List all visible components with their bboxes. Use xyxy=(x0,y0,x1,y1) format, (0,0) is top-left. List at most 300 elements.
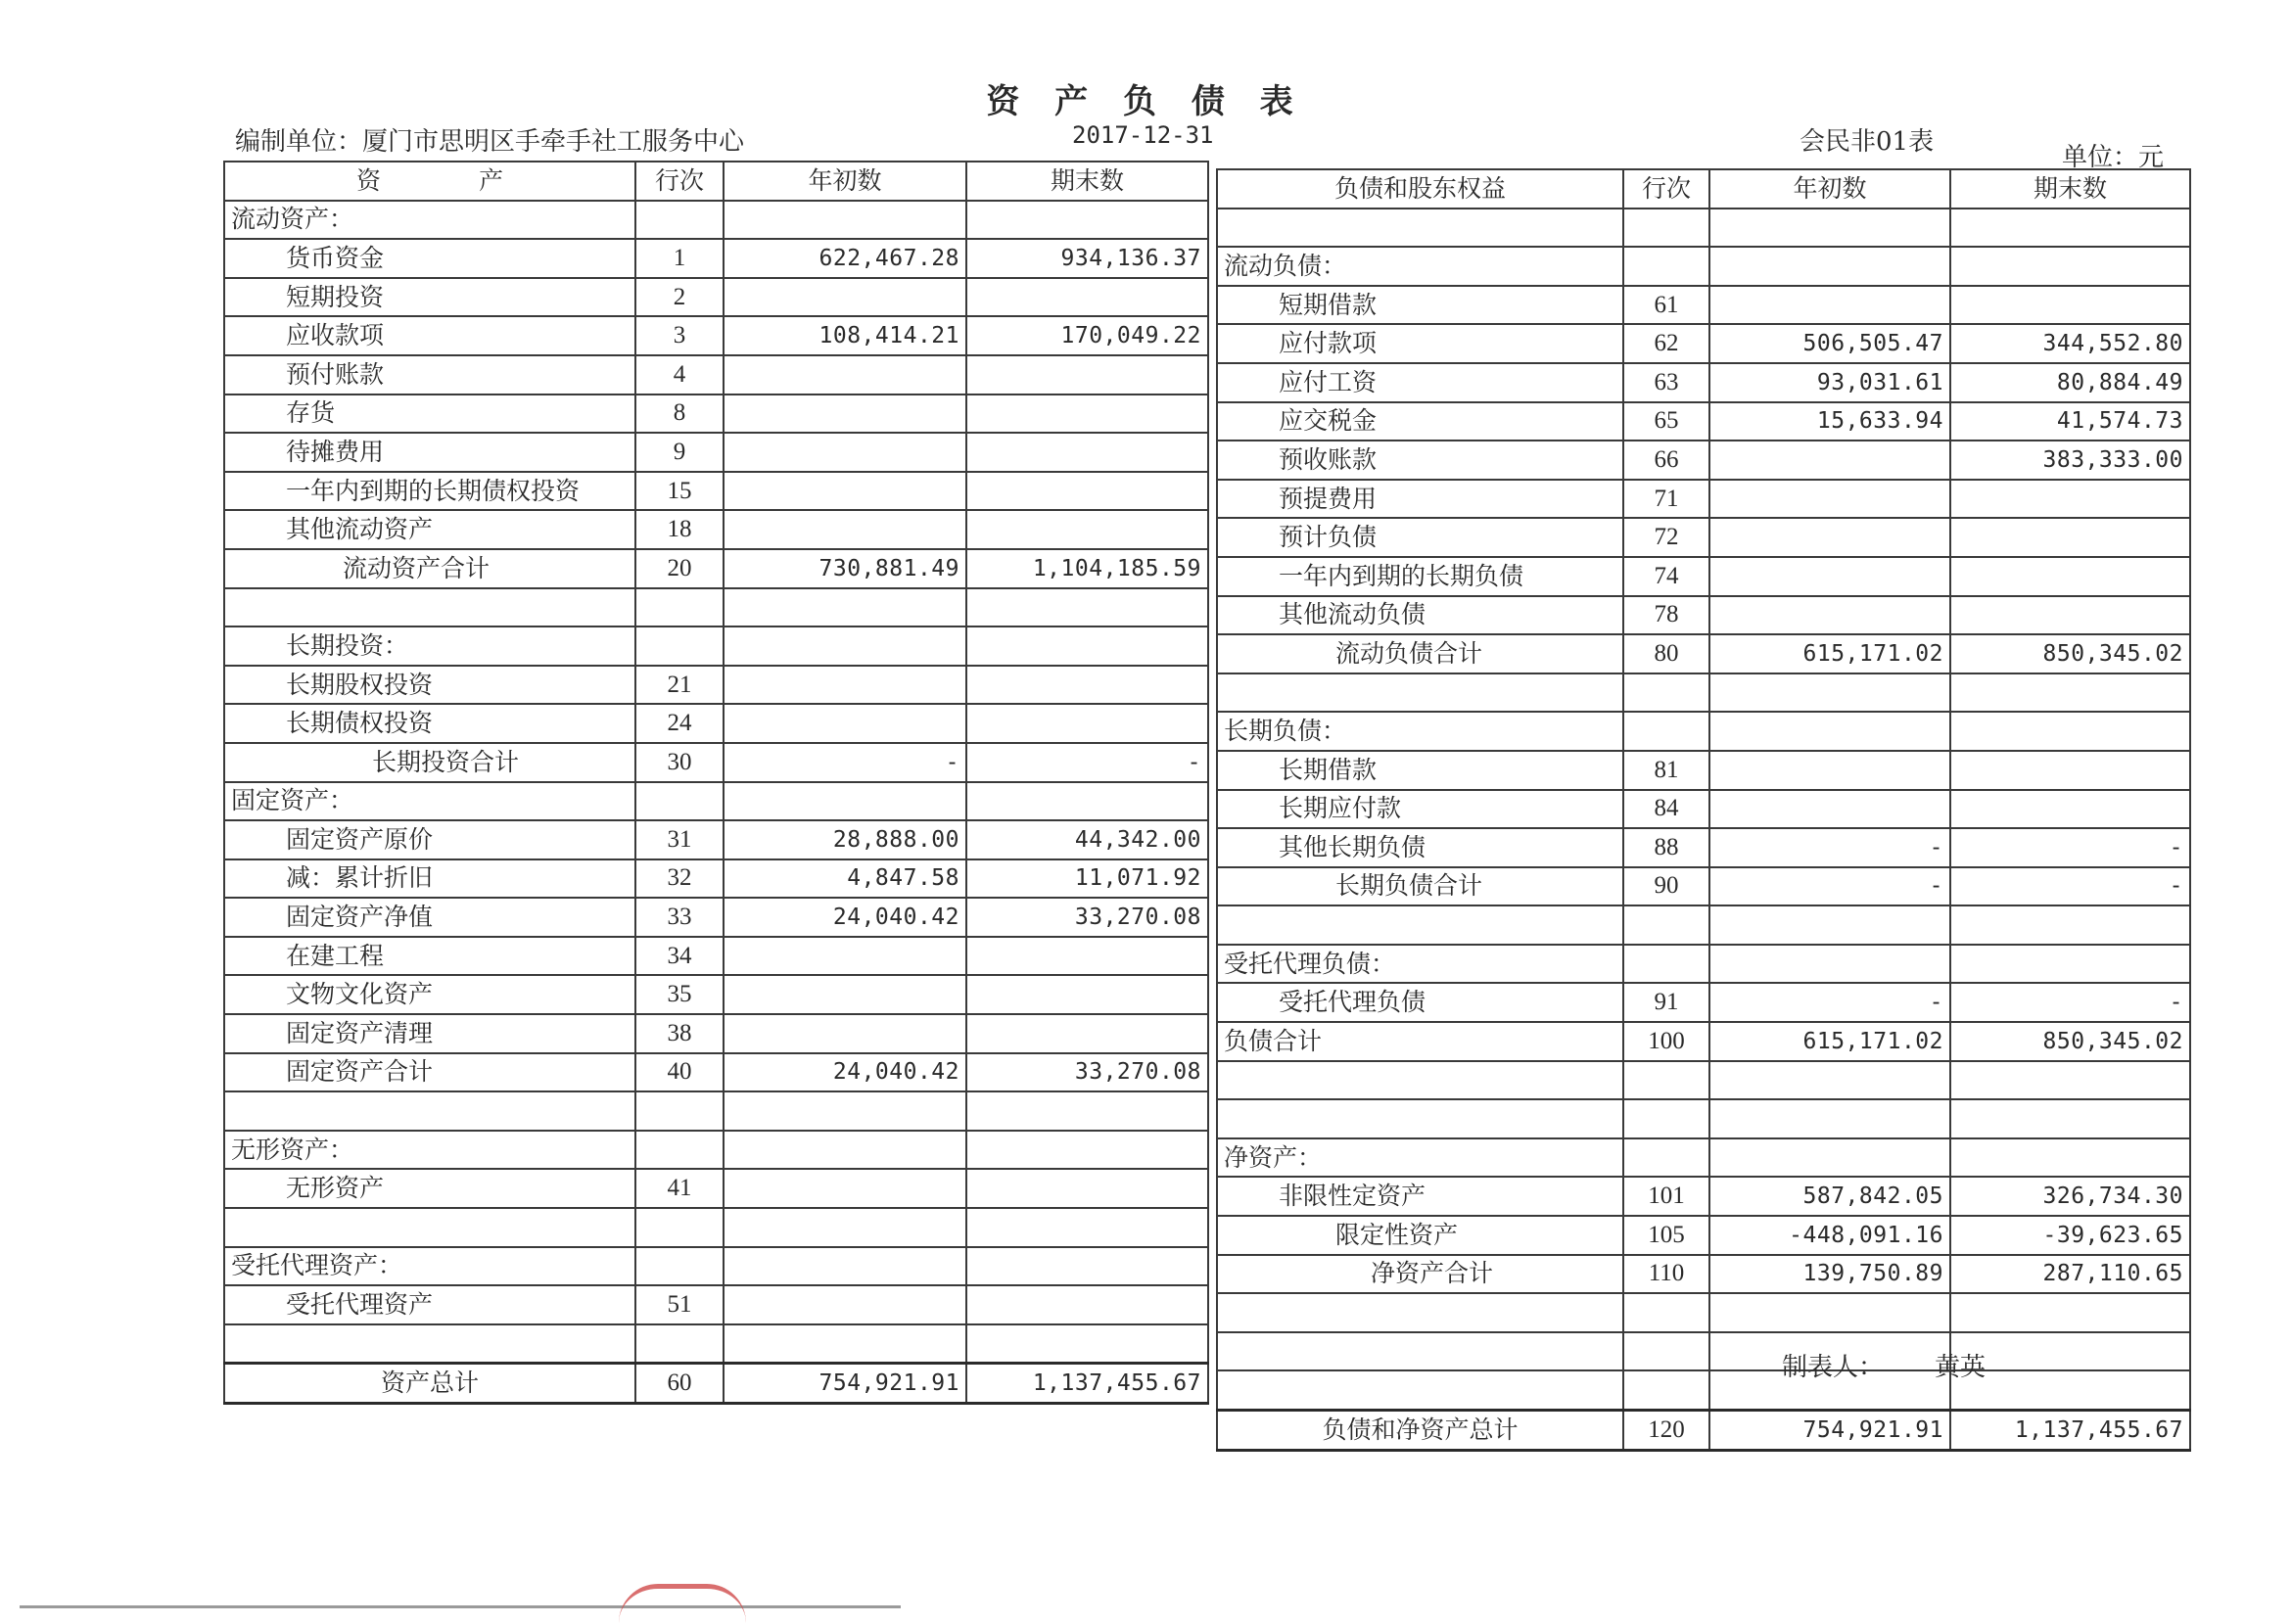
table-row xyxy=(224,1285,1208,1324)
table-row xyxy=(1217,596,2190,635)
item-label xyxy=(1217,905,1623,945)
line-number: 4 xyxy=(635,355,724,394)
table-row xyxy=(224,666,1208,705)
beginning-balance xyxy=(724,626,966,666)
item-label: 预提费用 xyxy=(1217,480,1623,519)
beginning-balance xyxy=(724,1014,966,1053)
item-label: 受托代理资产 xyxy=(224,1285,635,1324)
beginning-balance xyxy=(724,782,966,821)
beginning-balance xyxy=(724,1169,966,1208)
beginning-balance xyxy=(1709,596,1950,635)
ending-balance: 1,104,185.59 xyxy=(966,549,1208,588)
line-number: 78 xyxy=(1623,596,1709,635)
preparer-label: 制表人： xyxy=(1782,1353,1885,1382)
line-number xyxy=(635,782,724,821)
item-label: 流动资产： xyxy=(224,201,635,240)
line-number xyxy=(1623,673,1709,713)
beginning-balance: 24,040.42 xyxy=(724,898,966,937)
column-header: 年初数 xyxy=(724,162,966,201)
table-row xyxy=(1217,1370,2190,1410)
line-number: 65 xyxy=(1623,402,1709,441)
item-label xyxy=(224,588,635,627)
table-row xyxy=(1217,751,2190,790)
beginning-balance xyxy=(724,666,966,705)
item-label: 长期负债合计 xyxy=(1217,867,1623,906)
item-label: 受托代理资产： xyxy=(224,1247,635,1286)
line-number: 100 xyxy=(1623,1022,1709,1061)
ending-balance: 80,884.49 xyxy=(1950,363,2190,402)
table-row xyxy=(1217,402,2190,441)
total-row xyxy=(224,1364,1208,1404)
beginning-balance: 754,921.91 xyxy=(1709,1411,1950,1451)
item-label: 净资产： xyxy=(1217,1138,1623,1178)
beginning-balance xyxy=(724,1285,966,1324)
table-row xyxy=(1217,945,2190,984)
line-number xyxy=(1623,209,1709,248)
assets-table xyxy=(223,161,1209,1405)
line-number xyxy=(635,1208,724,1247)
line-number: 32 xyxy=(635,859,724,899)
ending-balance xyxy=(1950,945,2190,984)
ending-balance xyxy=(1950,286,2190,325)
line-number: 51 xyxy=(635,1285,724,1324)
line-number xyxy=(1623,247,1709,286)
beginning-balance xyxy=(1709,945,1950,984)
table-row xyxy=(224,1131,1208,1170)
beginning-balance xyxy=(724,588,966,627)
item-label: 应付工资 xyxy=(1217,363,1623,402)
ending-balance: 287,110.65 xyxy=(1950,1255,2190,1294)
ending-balance: - xyxy=(1950,828,2190,867)
table-row xyxy=(224,1247,1208,1286)
currency-unit: 单位：元 xyxy=(2062,143,2165,172)
ending-balance xyxy=(1950,596,2190,635)
item-label xyxy=(224,1091,635,1131)
beginning-balance: 587,842.05 xyxy=(1709,1177,1950,1216)
item-label: 资产总计 xyxy=(224,1364,635,1404)
item-label: 无形资产 xyxy=(224,1169,635,1208)
table-row xyxy=(224,1208,1208,1247)
table-row xyxy=(224,937,1208,976)
item-label: 预收账款 xyxy=(1217,441,1623,480)
beginning-balance xyxy=(1709,751,1950,790)
beginning-balance: 730,881.49 xyxy=(724,549,966,588)
ending-balance: 1,137,455.67 xyxy=(966,1364,1208,1404)
beginning-balance xyxy=(724,704,966,743)
table-row xyxy=(1217,441,2190,480)
ending-balance: - xyxy=(1950,867,2190,906)
beginning-balance xyxy=(1709,518,1950,557)
line-number: 1 xyxy=(635,239,724,278)
table-row xyxy=(224,472,1208,511)
preparer-signature xyxy=(1782,1347,2036,1383)
line-number: 74 xyxy=(1623,557,1709,596)
table-row xyxy=(224,782,1208,821)
line-number: 101 xyxy=(1623,1177,1709,1216)
ending-balance: 326,734.30 xyxy=(1950,1177,2190,1216)
ending-balance xyxy=(966,626,1208,666)
ending-balance xyxy=(1950,790,2190,829)
item-label: 在建工程 xyxy=(224,937,635,976)
line-number xyxy=(1623,905,1709,945)
line-number: 91 xyxy=(1623,983,1709,1022)
ending-balance: 934,136.37 xyxy=(966,239,1208,278)
ending-balance: - xyxy=(1950,983,2190,1022)
item-label xyxy=(224,1208,635,1247)
table-row xyxy=(1217,286,2190,325)
table-row xyxy=(1217,1099,2190,1138)
item-label: 长期投资合计 xyxy=(224,743,635,782)
line-number: 60 xyxy=(635,1364,724,1404)
line-number: 110 xyxy=(1623,1255,1709,1294)
line-number xyxy=(1623,1370,1709,1410)
table-row xyxy=(224,1053,1208,1092)
item-label: 待摊费用 xyxy=(224,433,635,472)
beginning-balance: - xyxy=(724,743,966,782)
table-row xyxy=(1217,247,2190,286)
beginning-balance xyxy=(1709,790,1950,829)
line-number: 34 xyxy=(635,937,724,976)
stamp-fragment xyxy=(619,1584,746,1624)
line-number: 84 xyxy=(1623,790,1709,829)
line-number: 120 xyxy=(1623,1411,1709,1451)
ending-balance xyxy=(966,704,1208,743)
table-row xyxy=(224,201,1208,240)
table-row xyxy=(224,394,1208,434)
item-label: 流动负债： xyxy=(1217,247,1623,286)
line-number: 35 xyxy=(635,975,724,1014)
ending-balance xyxy=(1950,751,2190,790)
beginning-balance xyxy=(1709,209,1950,248)
item-label: 长期负债： xyxy=(1217,712,1623,751)
column-header: 行次 xyxy=(635,162,724,201)
item-label: 负债合计 xyxy=(1217,1022,1623,1061)
item-label: 非限性定资产 xyxy=(1217,1177,1623,1216)
ending-balance: 33,270.08 xyxy=(966,898,1208,937)
ending-balance xyxy=(966,1014,1208,1053)
line-number: 3 xyxy=(635,316,724,355)
line-number xyxy=(1623,1293,1709,1332)
item-label xyxy=(1217,1370,1623,1410)
item-label xyxy=(1217,673,1623,713)
line-number: 33 xyxy=(635,898,724,937)
table-row xyxy=(224,859,1208,899)
beginning-balance xyxy=(724,201,966,240)
line-number: 62 xyxy=(1623,324,1709,363)
ending-balance: 170,049.22 xyxy=(966,316,1208,355)
line-number: 80 xyxy=(1623,634,1709,673)
ending-balance: 850,345.02 xyxy=(1950,634,2190,673)
table-row xyxy=(224,549,1208,588)
beginning-balance: 622,467.28 xyxy=(724,239,966,278)
beginning-balance xyxy=(1709,247,1950,286)
ending-balance: 850,345.02 xyxy=(1950,1022,2190,1061)
line-number xyxy=(635,201,724,240)
beginning-balance: 615,171.02 xyxy=(1709,634,1950,673)
table-row xyxy=(1217,324,2190,363)
item-label: 预计负债 xyxy=(1217,518,1623,557)
beginning-balance xyxy=(724,510,966,549)
item-label xyxy=(1217,1061,1623,1100)
beginning-balance xyxy=(1709,905,1950,945)
beginning-balance xyxy=(1709,557,1950,596)
item-label: 负债和净资产总计 xyxy=(1217,1411,1623,1451)
beginning-balance: 93,031.61 xyxy=(1709,363,1950,402)
item-label: 长期应付款 xyxy=(1217,790,1623,829)
ending-balance xyxy=(966,1131,1208,1170)
beginning-balance: 506,505.47 xyxy=(1709,324,1950,363)
item-label: 长期投资： xyxy=(224,626,635,666)
line-number: 41 xyxy=(635,1169,724,1208)
ending-balance xyxy=(1950,557,2190,596)
column-header: 期末数 xyxy=(966,162,1208,201)
table-row xyxy=(224,898,1208,937)
line-number: 40 xyxy=(635,1053,724,1092)
table-row xyxy=(1217,1177,2190,1216)
line-number xyxy=(635,1091,724,1131)
table-row xyxy=(1217,790,2190,829)
line-number: 30 xyxy=(635,743,724,782)
item-label: 受托代理负债： xyxy=(1217,945,1623,984)
table-row xyxy=(224,355,1208,394)
column-header: 期末数 xyxy=(1950,169,2190,209)
line-number: 2 xyxy=(635,278,724,317)
line-number: 66 xyxy=(1623,441,1709,480)
ending-balance xyxy=(1950,209,2190,248)
beginning-balance xyxy=(724,278,966,317)
ending-balance xyxy=(966,433,1208,472)
beginning-balance xyxy=(724,394,966,434)
compiling-organization: 编制单位：厦门市思明区手牵手社工服务中心 xyxy=(235,127,745,157)
item-label: 减：累计折旧 xyxy=(224,859,635,899)
ending-balance xyxy=(966,1285,1208,1324)
ending-balance xyxy=(966,472,1208,511)
ending-balance xyxy=(1950,905,2190,945)
ending-balance xyxy=(966,1169,1208,1208)
table-row xyxy=(224,278,1208,317)
ending-balance xyxy=(1950,1099,2190,1138)
line-number xyxy=(635,1131,724,1170)
beginning-balance xyxy=(1709,1293,1950,1332)
table-row xyxy=(224,1324,1208,1364)
beginning-balance: -448,091.16 xyxy=(1709,1216,1950,1255)
beginning-balance: - xyxy=(1709,828,1950,867)
ending-balance xyxy=(966,1324,1208,1364)
beginning-balance xyxy=(724,937,966,976)
beginning-balance: 24,040.42 xyxy=(724,1053,966,1092)
beginning-balance: 754,921.91 xyxy=(724,1364,966,1404)
ending-balance xyxy=(1950,712,2190,751)
ending-balance xyxy=(1950,1138,2190,1178)
line-number xyxy=(1623,945,1709,984)
item-label: 短期借款 xyxy=(1217,286,1623,325)
table-row xyxy=(1217,1293,2190,1332)
ending-balance xyxy=(966,1091,1208,1131)
ending-balance xyxy=(966,782,1208,821)
table-row xyxy=(224,588,1208,627)
table-row xyxy=(1217,1255,2190,1294)
ending-balance xyxy=(966,510,1208,549)
table-row xyxy=(224,704,1208,743)
ending-balance xyxy=(1950,247,2190,286)
column-header: 行次 xyxy=(1623,169,1709,209)
ending-balance: 1,137,455.67 xyxy=(1950,1411,2190,1451)
item-label xyxy=(1217,1332,1623,1371)
item-label: 短期投资 xyxy=(224,278,635,317)
item-label xyxy=(224,1324,635,1364)
ending-balance xyxy=(966,201,1208,240)
line-number: 90 xyxy=(1623,867,1709,906)
item-label: 固定资产合计 xyxy=(224,1053,635,1092)
beginning-balance xyxy=(724,1131,966,1170)
item-label: 预付账款 xyxy=(224,355,635,394)
ending-balance xyxy=(966,1208,1208,1247)
item-label xyxy=(1217,1293,1623,1332)
column-header: 负债和股东权益 xyxy=(1217,169,1623,209)
beginning-balance xyxy=(1709,1061,1950,1100)
line-number: 20 xyxy=(635,549,724,588)
item-label: 应交税金 xyxy=(1217,402,1623,441)
beginning-balance xyxy=(1709,441,1950,480)
beginning-balance: 4,847.58 xyxy=(724,859,966,899)
line-number: 63 xyxy=(1623,363,1709,402)
item-label: 其他流动资产 xyxy=(224,510,635,549)
form-code: 会民非01表 xyxy=(1800,127,1935,157)
item-label: 固定资产： xyxy=(224,782,635,821)
table-row xyxy=(1217,983,2190,1022)
item-label: 流动资产合计 xyxy=(224,549,635,588)
item-label: 固定资产原价 xyxy=(224,820,635,859)
ending-balance xyxy=(966,666,1208,705)
beginning-balance xyxy=(724,472,966,511)
line-number: 72 xyxy=(1623,518,1709,557)
ending-balance: 44,342.00 xyxy=(966,820,1208,859)
table-row xyxy=(1217,1022,2190,1061)
ending-balance xyxy=(1950,673,2190,713)
line-number xyxy=(635,1247,724,1286)
document-title: 资 产 负 债 表 xyxy=(986,82,1305,121)
line-number: 18 xyxy=(635,510,724,549)
beginning-balance: 28,888.00 xyxy=(724,820,966,859)
table-row xyxy=(224,1014,1208,1053)
line-number: 71 xyxy=(1623,480,1709,519)
ending-balance: 33,270.08 xyxy=(966,1053,1208,1092)
item-label: 固定资产净值 xyxy=(224,898,635,937)
line-number: 61 xyxy=(1623,286,1709,325)
item-label: 应付款项 xyxy=(1217,324,1623,363)
beginning-balance xyxy=(724,355,966,394)
column-header: 年初数 xyxy=(1709,169,1950,209)
item-label: 文物文化资产 xyxy=(224,975,635,1014)
line-number xyxy=(1623,1061,1709,1100)
beginning-balance xyxy=(1709,712,1950,751)
beginning-balance: - xyxy=(1709,867,1950,906)
beginning-balance xyxy=(1709,673,1950,713)
ending-balance xyxy=(966,588,1208,627)
beginning-balance xyxy=(724,1324,966,1364)
table-row xyxy=(224,510,1208,549)
line-number: 88 xyxy=(1623,828,1709,867)
ending-balance xyxy=(1950,518,2190,557)
beginning-balance: 139,750.89 xyxy=(1709,1255,1950,1294)
table-row xyxy=(1217,1061,2190,1100)
line-number: 105 xyxy=(1623,1216,1709,1255)
table-header-row xyxy=(1217,169,2190,209)
item-label: 净资产合计 xyxy=(1217,1255,1623,1294)
total-row xyxy=(1217,1411,2190,1451)
table-row xyxy=(1217,518,2190,557)
beginning-balance: - xyxy=(1709,983,1950,1022)
item-label xyxy=(1217,209,1623,248)
ending-balance xyxy=(966,975,1208,1014)
item-label: 限定性资产 xyxy=(1217,1216,1623,1255)
line-number xyxy=(1623,1138,1709,1178)
table-row xyxy=(224,1169,1208,1208)
item-label: 固定资产清理 xyxy=(224,1014,635,1053)
line-number xyxy=(635,588,724,627)
table-row xyxy=(1217,1216,2190,1255)
ending-balance xyxy=(966,355,1208,394)
line-number xyxy=(1623,1332,1709,1371)
ending-balance: 383,333.00 xyxy=(1950,441,2190,480)
line-number: 81 xyxy=(1623,751,1709,790)
item-label: 存货 xyxy=(224,394,635,434)
table-row xyxy=(1217,634,2190,673)
ending-balance: 11,071.92 xyxy=(966,859,1208,899)
ending-balance xyxy=(966,937,1208,976)
line-number xyxy=(635,1324,724,1364)
table-row xyxy=(224,316,1208,355)
ending-balance: 344,552.80 xyxy=(1950,324,2190,363)
beginning-balance xyxy=(724,1247,966,1286)
beginning-balance: 15,633.94 xyxy=(1709,402,1950,441)
ending-balance xyxy=(1950,1293,2190,1332)
beginning-balance xyxy=(1709,480,1950,519)
line-number: 31 xyxy=(635,820,724,859)
line-number: 9 xyxy=(635,433,724,472)
line-number xyxy=(635,626,724,666)
table-row xyxy=(224,743,1208,782)
line-number: 8 xyxy=(635,394,724,434)
ending-balance: -39,623.65 xyxy=(1950,1216,2190,1255)
item-label: 长期股权投资 xyxy=(224,666,635,705)
table-row xyxy=(1217,905,2190,945)
table-row xyxy=(1217,557,2190,596)
line-number xyxy=(1623,712,1709,751)
liabilities-table xyxy=(1216,168,2191,1452)
table-row xyxy=(224,1091,1208,1131)
preparer-name: 黄英 xyxy=(1935,1353,1987,1382)
line-number: 24 xyxy=(635,704,724,743)
item-label: 一年内到期的长期债权投资 xyxy=(224,472,635,511)
item-label: 长期债权投资 xyxy=(224,704,635,743)
table-row xyxy=(1217,673,2190,713)
ending-balance xyxy=(966,278,1208,317)
item-label: 无形资产： xyxy=(224,1131,635,1170)
item-label: 其他长期负债 xyxy=(1217,828,1623,867)
ending-balance xyxy=(1950,480,2190,519)
table-row xyxy=(1217,1138,2190,1178)
table-row xyxy=(1217,209,2190,248)
item-label: 货币资金 xyxy=(224,239,635,278)
ending-balance xyxy=(1950,1061,2190,1100)
table-row xyxy=(224,975,1208,1014)
item-label: 受托代理负债 xyxy=(1217,983,1623,1022)
item-label: 流动负债合计 xyxy=(1217,634,1623,673)
item-label xyxy=(1217,1099,1623,1138)
beginning-balance xyxy=(1709,1099,1950,1138)
item-label: 应收款项 xyxy=(224,316,635,355)
